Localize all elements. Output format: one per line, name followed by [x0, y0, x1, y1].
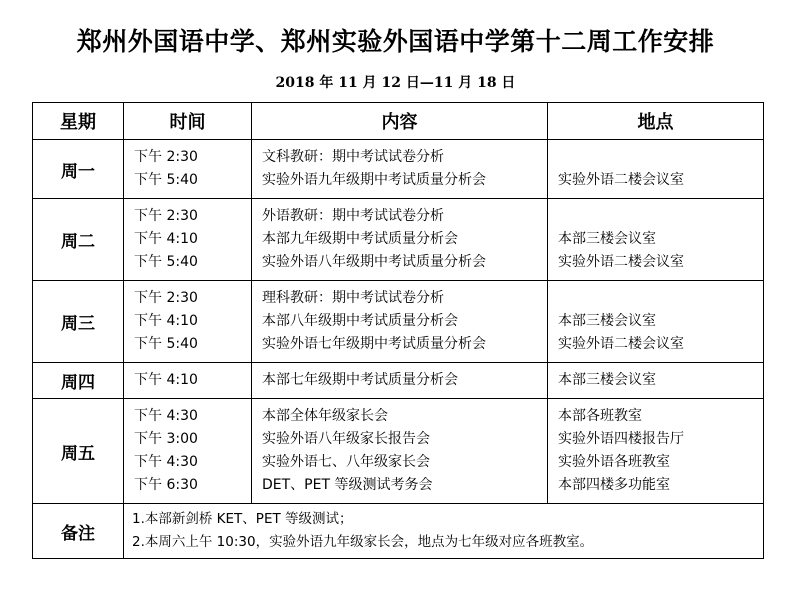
location-entry: 本部三楼会议室	[558, 372, 656, 388]
location-cell	[548, 399, 764, 504]
content-cell	[252, 399, 548, 504]
header-content: 内容	[252, 103, 548, 140]
content-cell	[252, 281, 548, 363]
content-cell	[252, 140, 548, 199]
day-label: 周四	[33, 363, 124, 399]
content-entry: 本部全体年级家长会	[262, 408, 388, 424]
location-cell	[548, 199, 764, 281]
time-entry: 下午 3:00	[134, 431, 198, 447]
location-cell	[548, 363, 764, 399]
date-range: 2018 年 11 月 12 日—11 月 18 日	[275, 75, 516, 91]
header-row	[33, 103, 764, 140]
day-label: 周三	[33, 281, 124, 363]
day-row-tue	[33, 199, 764, 281]
location-entry: 本部各班教室	[558, 408, 642, 424]
location-entry: 实验外语四楼报告厅	[558, 431, 684, 447]
content-cell	[252, 363, 548, 399]
time-entry: 下午 2:30	[134, 149, 198, 165]
note-item: 1.本部新剑桥 KET、PET 等级测试；	[132, 511, 353, 527]
content-entry: 本部八年级期中考试质量分析会	[262, 313, 458, 329]
time-entry: 下午 4:30	[134, 454, 198, 470]
day-row-wed	[33, 281, 764, 363]
day-row-thu	[33, 363, 764, 399]
location-cell	[548, 281, 764, 363]
day-row-fri	[33, 399, 764, 504]
day-row-mon	[33, 140, 764, 199]
content-entry: 实验外语八年级家长报告会	[262, 431, 430, 447]
content-entry: 实验外语七年级期中考试质量分析会	[262, 336, 486, 352]
time-entry: 下午 2:30	[134, 208, 198, 224]
content-entry: 实验外语八年级期中考试质量分析会	[262, 254, 486, 270]
content-entry: 理科教研：期中考试试卷分析	[262, 290, 444, 306]
location-entry: 实验外语二楼会议室	[558, 254, 684, 270]
time-entry: 下午 2:30	[134, 290, 198, 306]
time-entry: 下午 4:10	[134, 231, 198, 247]
content-entry: DET、PET 等级测试考务会	[262, 477, 433, 493]
note-item: 2.本周六上午 10:30，实验外语九年级家长会，地点为七年级对应各班教室。	[132, 534, 594, 550]
day-label: 周五	[33, 399, 124, 504]
time-cell	[124, 199, 252, 281]
day-label: 周二	[33, 199, 124, 281]
time-entry: 下午 4:10	[134, 372, 198, 388]
location-entry: 实验外语各班教室	[558, 454, 670, 470]
content-entry: 实验外语七、八年级家长会	[262, 454, 430, 470]
time-entry: 下午 5:40	[134, 172, 198, 188]
header-location: 地点	[548, 103, 764, 140]
content-entry: 文科教研：期中考试试卷分析	[262, 149, 444, 165]
time-entry: 下午 5:40	[134, 254, 198, 270]
location-cell	[548, 140, 764, 199]
day-label: 周一	[33, 140, 124, 199]
content-entry: 本部九年级期中考试质量分析会	[262, 231, 458, 247]
content-cell	[252, 199, 548, 281]
notes-cell	[124, 504, 764, 559]
content-entry: 外语教研：期中考试试卷分析	[262, 208, 444, 224]
location-entry: 本部三楼会议室	[558, 313, 656, 329]
content-entry: 本部七年级期中考试质量分析会	[262, 372, 458, 388]
header-time: 时间	[124, 103, 252, 140]
time-entry: 下午 6:30	[134, 477, 198, 493]
notes-label: 备注	[33, 504, 124, 559]
location-entry	[558, 146, 763, 169]
location-entry: 本部四楼多功能室	[558, 477, 670, 493]
location-entry: 实验外语二楼会议室	[558, 336, 684, 352]
content-entry: 实验外语九年级期中考试质量分析会	[262, 172, 486, 188]
notes-row	[33, 504, 764, 559]
location-entry: 实验外语二楼会议室	[558, 172, 684, 188]
page-title: 郑州外国语中学、郑州实验外国语中学第十二周工作安排	[76, 27, 715, 56]
schedule-table	[32, 102, 764, 559]
header-day: 星期	[33, 103, 124, 140]
time-cell	[124, 281, 252, 363]
time-entry: 下午 4:10	[134, 313, 198, 329]
location-entry	[558, 205, 763, 228]
location-entry: 本部三楼会议室	[558, 231, 656, 247]
time-cell	[124, 399, 252, 504]
time-entry: 下午 5:40	[134, 336, 198, 352]
time-entry: 下午 4:30	[134, 408, 198, 424]
location-entry	[558, 287, 763, 310]
time-cell	[124, 140, 252, 199]
time-cell	[124, 363, 252, 399]
